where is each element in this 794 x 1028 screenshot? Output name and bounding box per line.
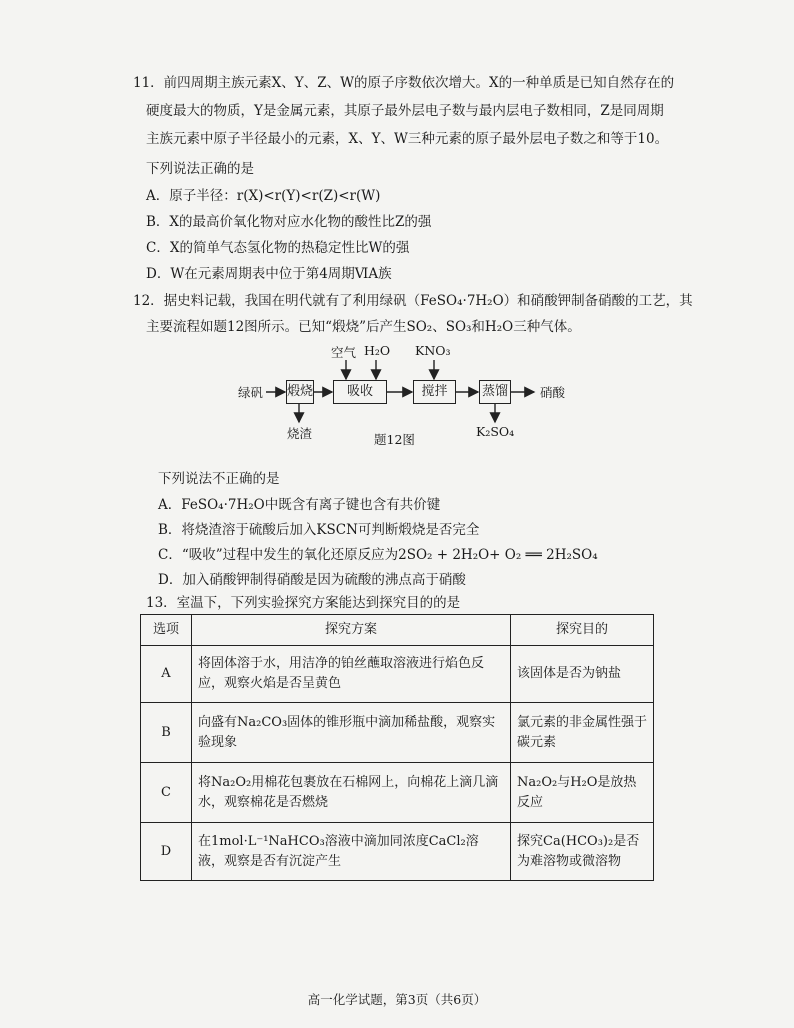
q11-stem-line1: 11．前四周期主族元素X、Y、Z、W的原子序数依次增大。X的一种单质是已知自然存在的 [133, 75, 675, 91]
q12-option-c: C．“吸收”过程中发生的氧化还原反应为2SO₂ + 2H₂O+ O₂ ══ 2H₂SO₄ [158, 547, 598, 563]
flow-arrows [0, 0, 794, 460]
row-plan: 向盛有Na₂CO₃固体的锥形瓶中滴加稀盐酸，观察实验现象 [192, 703, 511, 763]
q11-option-a: A．原子半径：r(X)<r(Y)<r(Z)<r(W) [146, 188, 381, 204]
q11-stem-line2: 硬度最大的物质，Y是金属元素，其原子最外层电子数与最内层电子数相同，Z是同周期 [146, 103, 664, 119]
flow-water-label: H₂O [364, 343, 391, 358]
q12-option-b: B．将烧渣溶于硫酸后加入KSCN可判断煅烧是否完全 [158, 522, 480, 538]
row-plan: 将固体溶于水，用洁净的铂丝蘸取溶液进行焰色反应，观察火焰是否呈黄色 [192, 646, 511, 703]
table-row [141, 763, 654, 823]
row-option: D [141, 823, 192, 881]
q11-stem-line3: 主族元素中原子半径最小的元素，X、Y、W三种元素的原子最外层电子数之和等于10。 [146, 131, 669, 147]
flow-k2so4-label: K₂SO₄ [476, 424, 515, 439]
flow-air-label: 空气 [331, 345, 357, 360]
table-header-plan: 探究方案 [192, 615, 511, 646]
flow-residue-label: 烧渣 [287, 426, 313, 441]
table-header-option: 选项 [141, 615, 192, 646]
row-goal: Na₂O₂与H₂O是放热反应 [511, 763, 654, 823]
q11-option-d: D．W在元素周期表中位于第4周期ⅥA族 [146, 266, 392, 282]
page-footer: 高一化学试题，第3页（共6页） [307, 992, 487, 1007]
flow-input-label: 绿矾 [238, 385, 264, 400]
q12-option-a: A．FeSO₄·7H₂O中既含有离子键也含有共价键 [158, 497, 441, 513]
flow-kno3-label: KNO₃ [415, 343, 451, 358]
table-row [141, 646, 654, 703]
q12-prompt: 下列说法不正确的是 [158, 471, 280, 487]
q13-stem: 13．室温下，下列实验探究方案能达到探究目的的是 [146, 595, 461, 611]
q11-option-c: C．X的简单气态氢化物的热稳定性比W的强 [146, 240, 410, 256]
flow-caption: 题12图 [374, 432, 415, 447]
experiment-table [140, 614, 654, 881]
table-row [141, 703, 654, 763]
q12-option-d: D．加入硝酸钾制得硝酸是因为硫酸的沸点高于硝酸 [158, 572, 466, 588]
row-plan: 在1mol·L⁻¹NaHCO₃溶液中滴加同浓度CaCl₂溶液，观察是否有沉淀产生 [192, 823, 511, 881]
table-header-goal: 探究目的 [511, 615, 654, 646]
row-goal: 氯元素的非金属性强于碳元素 [511, 703, 654, 763]
row-goal: 该固体是否为钠盐 [511, 646, 654, 703]
row-option: A [141, 646, 192, 703]
row-option: C [141, 763, 192, 823]
flow-box-stir: 搅拌 [413, 380, 456, 404]
q11-prompt: 下列说法正确的是 [146, 161, 254, 177]
flow-box-distill: 蒸馏 [479, 380, 511, 404]
row-option: B [141, 703, 192, 763]
q12-stem-line1: 12．据史料记载，我国在明代就有了利用绿矾（FeSO₄·7H₂O）和硝酸钾制备硝酸的工艺，其 [133, 293, 693, 309]
row-goal: 探究Ca(HCO₃)₂是否为难溶物或微溶物 [511, 823, 654, 881]
table-row [141, 823, 654, 881]
flow-box-absorb: 吸收 [333, 380, 387, 404]
q12-stem-line2: 主要流程如题12图所示。已知“煅烧”后产生SO₂、SO₃和H₂O三种气体。 [146, 319, 581, 335]
flow-output-label: 硝酸 [540, 385, 566, 400]
table-header-row [141, 615, 654, 646]
row-plan: 将Na₂O₂用棉花包裹放在石棉网上，向棉花上滴几滴水，观察棉花是否燃烧 [192, 763, 511, 823]
flow-box-calcine: 煅烧 [286, 380, 314, 404]
q11-option-b: B．X的最高价氧化物对应水化物的酸性比Z的强 [146, 214, 432, 230]
